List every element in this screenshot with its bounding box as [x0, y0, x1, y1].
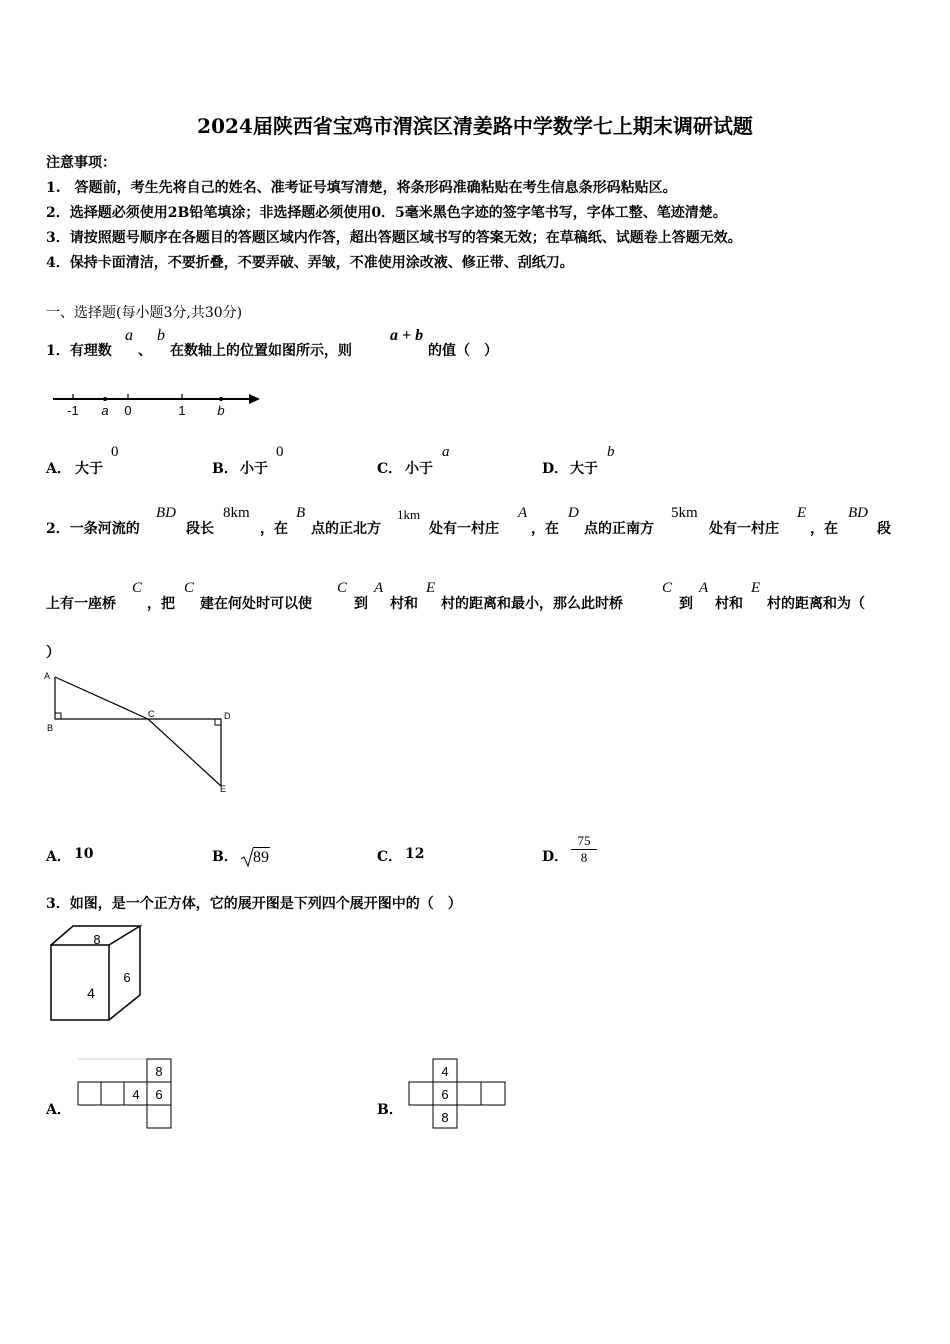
q2-l1-seg-7: 1km [397, 507, 421, 522]
q2-l1-seg-3: 8km [223, 505, 250, 521]
fig-label-e: E [220, 784, 227, 794]
river-bridge-figure [40, 668, 240, 798]
q2-l2-seg-9: E [426, 580, 436, 596]
q1-text-1: 1．有理数 [46, 343, 112, 359]
q1-expression: a + b [390, 327, 424, 344]
q1-text-4: 的值（ ） [428, 343, 498, 359]
fraction-numerator: 75 [571, 833, 597, 850]
q2-l2-seg-12: 到 [679, 596, 693, 612]
cube-front-number: 4 [87, 985, 95, 1001]
cube-side-number: 6 [123, 970, 131, 985]
q2-l2-seg-3: C [184, 580, 195, 596]
q2-l2-seg-2: ，把 [147, 596, 175, 612]
notice-item-1: 1. 答题前，考生先将自己的姓名、准考证号填写清楚，将条形码准确粘贴在考生信息条形码粘贴区。 [46, 180, 677, 196]
nl-label-a: a [101, 403, 109, 418]
q2-l2-seg-6: 到 [354, 596, 368, 612]
net-a-cell-6: 6 [155, 1087, 163, 1102]
q2-l2-seg-13: A [699, 580, 709, 596]
section-heading: 一、选择题(每小题3分,共30分) [46, 305, 243, 321]
q1-option-a-label: A． [46, 461, 71, 477]
notice-item-3: 3．请按照题号顺序在各题目的答题区域内作答，超出答题区域书写的答案无效；在草稿纸、试题卷上答题无效。 [46, 230, 742, 246]
q1-var-a: a [125, 327, 133, 344]
q2-option-a-label: A． [46, 849, 71, 865]
q3-text: 3．如图，是一个正方体，它的展开图是下列四个展开图中的（ ） [46, 896, 462, 912]
q2-l2-seg-14: 村和 [715, 596, 743, 612]
q2-l1-seg-10: ，在 [531, 521, 559, 537]
net-b-cell-8: 8 [441, 1110, 449, 1125]
net-b-figure [406, 1056, 508, 1131]
q1-option-d-text: 大于 [570, 461, 598, 477]
q2-l2-seg-8: 村和 [390, 596, 418, 612]
q2-option-b-value: 89 [253, 849, 269, 866]
q2-l2-seg-1: C [132, 580, 143, 596]
q2-l1-seg-5: B [296, 505, 306, 521]
q3-option-a-label: A． [46, 1102, 71, 1118]
number-line-figure [46, 380, 276, 420]
q2-l1-seg-16: ，在 [810, 521, 838, 537]
q2-option-a-value: 10 [74, 846, 94, 862]
q2-option-b-label: B． [212, 849, 238, 865]
nl-label-b: b [217, 403, 225, 418]
q2-l2-seg-4: 建在何处时可以使 [200, 596, 312, 612]
page-title: 2024届陕西省宝鸡市渭滨区清姜路中学数学七上期末调研试题 [197, 114, 753, 138]
fig-label-a: A [44, 671, 51, 681]
q2-l1-seg-18: 段 [877, 521, 891, 537]
q1-var-b: b [157, 327, 165, 344]
cube-figure [46, 922, 146, 1024]
q1-option-d-label: D． [542, 461, 569, 477]
q2-l2-seg-15: E [751, 580, 761, 596]
notice-item-2: 2．选择题必须使用2B铅笔填涂；非选择题必须使用0．5毫米黑色字迹的签字笔书写，字体工整、笔迹清楚。 [46, 205, 727, 221]
q1-option-c-label: C． [377, 461, 403, 477]
q2-option-d-fraction [571, 833, 597, 866]
q1-option-b-value: 0 [276, 444, 284, 460]
notice-heading: 注意事项： [46, 155, 116, 171]
net-a-figure [76, 1056, 176, 1131]
q1-text-2: 、 [138, 343, 152, 359]
q1-text-3: 在数轴上的位置如图所示，则 [170, 343, 352, 359]
q2-line3: ） [46, 645, 60, 661]
notice-item-4: 4．保持卡面清洁，不要折叠，不要弄破、弄皱，不准使用涂改液、修正带、刮纸刀。 [46, 255, 574, 271]
q1-option-a-text: 大于 [75, 461, 103, 477]
fig-label-d: D [224, 711, 231, 721]
q2-l1-seg-6: 点的正北方 [311, 521, 381, 537]
q2-l1-seg-12: 点的正南方 [584, 521, 654, 537]
q2-l2-seg-11: C [662, 580, 673, 596]
q2-l1-seg-13: 5km [671, 505, 698, 521]
q2-l1-seg-17: BD [848, 505, 868, 521]
q2-option-d-label: D． [542, 849, 569, 865]
q2-l2-seg-10: 村的距离和最小，那么此时桥 [441, 596, 623, 612]
q2-l1-seg-9: A [518, 505, 528, 521]
q2-l2-seg-5: C [337, 580, 348, 596]
q2-l2-seg-0: 上有一座桥 [46, 596, 116, 612]
net-b-cell-6: 6 [441, 1087, 449, 1102]
q2-l1-seg-15: E [797, 505, 807, 521]
fig-label-c: C [148, 709, 155, 719]
q2-l2-seg-16: 村的距离和为（ [767, 596, 865, 612]
q2-l1-seg-14: 处有一村庄 [709, 521, 779, 537]
q1-option-b-label: B． [212, 461, 238, 477]
sqrt-symbol [240, 846, 254, 870]
q1-option-b-text: 小于 [240, 461, 268, 477]
q3-option-b-label: B． [377, 1102, 403, 1118]
q2-l1-seg-1: BD [156, 505, 176, 521]
net-b-cell-4: 4 [441, 1064, 449, 1079]
cube-top-number: 8 [93, 932, 101, 947]
q1-option-a-value: 0 [111, 444, 119, 460]
nl-label-neg1: -1 [67, 403, 79, 418]
q2-l2-seg-7: A [374, 580, 384, 596]
nl-label-1: 1 [178, 403, 186, 418]
q2-l1-seg-2: 段长 [186, 521, 214, 537]
q2-l1-seg-8: 处有一村庄 [429, 521, 499, 537]
fig-label-b: B [47, 723, 54, 733]
q2-option-c-label: C． [377, 849, 403, 865]
fraction-denominator: 8 [580, 850, 588, 865]
net-a-cell-8: 8 [155, 1064, 163, 1079]
q1-option-c-value: a [442, 444, 450, 460]
q1-option-d-value: b [607, 444, 615, 460]
q2-option-c-value: 12 [405, 846, 425, 862]
q1-option-c-text: 小于 [405, 461, 433, 477]
nl-label-0: 0 [124, 403, 132, 418]
q2-l1-seg-11: D [568, 505, 579, 521]
q2-l1-seg-4: ，在 [260, 521, 288, 537]
q2-l1-seg-0: 2．一条河流的 [46, 521, 140, 537]
net-a-cell-4: 4 [132, 1087, 140, 1102]
